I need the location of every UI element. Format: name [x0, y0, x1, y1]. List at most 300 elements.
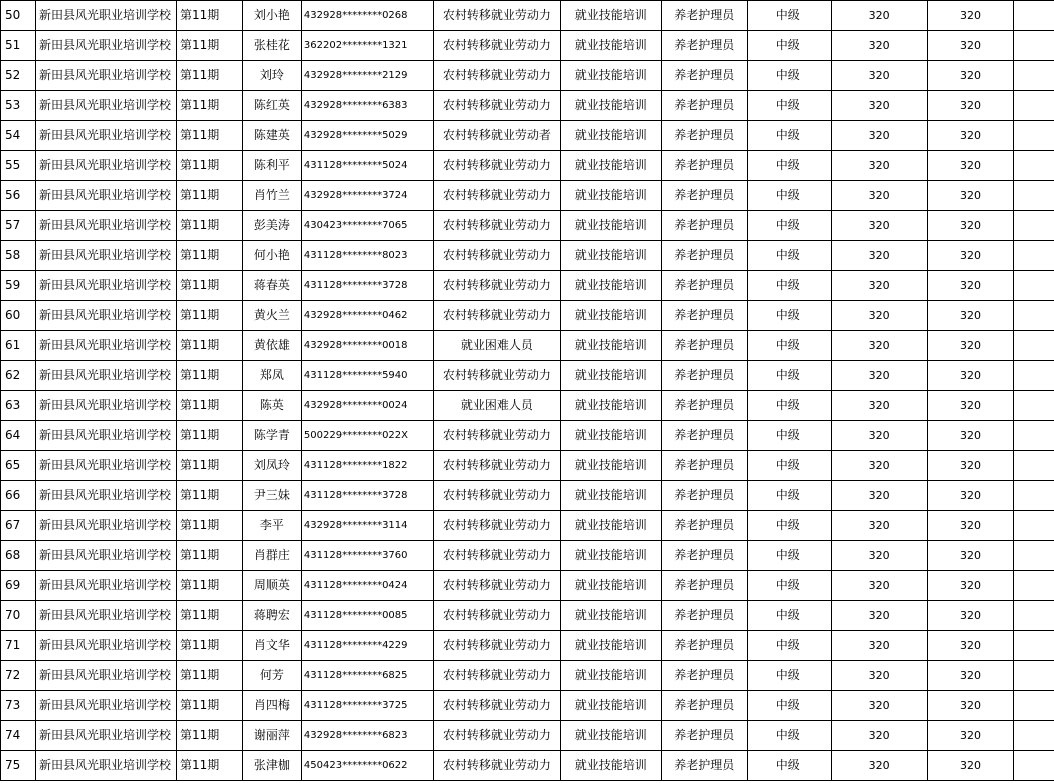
training-type: 就业技能培训 — [560, 241, 661, 271]
skill-level: 中级 — [747, 511, 831, 541]
occupation: 养老护理员 — [661, 721, 747, 751]
training-type: 就业技能培训 — [560, 421, 661, 451]
skill-level: 中级 — [747, 211, 831, 241]
trainee-name: 肖群庄 — [242, 541, 301, 571]
training-type: 就业技能培训 — [560, 91, 661, 121]
paid-amount: 320 — [927, 451, 1014, 481]
paid-amount: 320 — [927, 361, 1014, 391]
row-number: 59 — [1, 271, 36, 301]
occupation: 养老护理员 — [661, 481, 747, 511]
paid-amount: 320 — [927, 601, 1014, 631]
training-type: 就业技能培训 — [560, 391, 661, 421]
paid-amount: 320 — [927, 421, 1014, 451]
skill-level: 中级 — [747, 181, 831, 211]
skill-level: 中级 — [747, 601, 831, 631]
row-number: 71 — [1, 631, 36, 661]
empty-cell — [1014, 421, 1054, 451]
id-number: 431128********4229 — [301, 631, 433, 661]
training-period: 第11期 — [176, 331, 242, 361]
empty-cell — [1014, 211, 1054, 241]
personnel-category: 农村转移就业劳动力 — [433, 481, 560, 511]
table-row — [1, 601, 1054, 631]
skill-level: 中级 — [747, 451, 831, 481]
training-type: 就业技能培训 — [560, 571, 661, 601]
empty-cell — [1014, 61, 1054, 91]
occupation: 养老护理员 — [661, 511, 747, 541]
subsidy-amount: 320 — [831, 751, 927, 781]
training-type: 就业技能培训 — [560, 631, 661, 661]
school-name: 新田县风光职业培训学校 — [35, 721, 176, 751]
row-number: 73 — [1, 691, 36, 721]
personnel-category: 农村转移就业劳动力 — [433, 421, 560, 451]
paid-amount: 320 — [927, 631, 1014, 661]
paid-amount: 320 — [927, 391, 1014, 421]
empty-cell — [1014, 571, 1054, 601]
training-period: 第11期 — [176, 391, 242, 421]
training-period: 第11期 — [176, 1, 242, 31]
subsidy-amount: 320 — [831, 1, 927, 31]
skill-level: 中级 — [747, 661, 831, 691]
personnel-category: 农村转移就业劳动力 — [433, 631, 560, 661]
paid-amount: 320 — [927, 1, 1014, 31]
empty-cell — [1014, 241, 1054, 271]
school-name: 新田县风光职业培训学校 — [35, 751, 176, 781]
training-period: 第11期 — [176, 511, 242, 541]
row-number: 63 — [1, 391, 36, 421]
skill-level: 中级 — [747, 361, 831, 391]
trainee-name: 陈建英 — [242, 121, 301, 151]
school-name: 新田县风光职业培训学校 — [35, 241, 176, 271]
training-type: 就业技能培训 — [560, 541, 661, 571]
school-name: 新田县风光职业培训学校 — [35, 301, 176, 331]
personnel-category: 农村转移就业劳动力 — [433, 511, 560, 541]
personnel-category: 农村转移就业劳动力 — [433, 661, 560, 691]
id-number: 431128********3728 — [301, 481, 433, 511]
school-name: 新田县风光职业培训学校 — [35, 391, 176, 421]
occupation: 养老护理员 — [661, 661, 747, 691]
empty-cell — [1014, 301, 1054, 331]
subsidy-amount: 320 — [831, 91, 927, 121]
personnel-category: 农村转移就业劳动力 — [433, 31, 560, 61]
training-type: 就业技能培训 — [560, 1, 661, 31]
personnel-category: 农村转移就业劳动者 — [433, 121, 560, 151]
table-row — [1, 451, 1054, 481]
id-number: 432928********3724 — [301, 181, 433, 211]
personnel-category: 农村转移就业劳动力 — [433, 451, 560, 481]
paid-amount: 320 — [927, 691, 1014, 721]
training-type: 就业技能培训 — [560, 601, 661, 631]
training-type: 就业技能培训 — [560, 451, 661, 481]
subsidy-amount: 320 — [831, 121, 927, 151]
subsidy-amount: 320 — [831, 721, 927, 751]
training-period: 第11期 — [176, 151, 242, 181]
subsidy-amount: 320 — [831, 451, 927, 481]
training-period: 第11期 — [176, 301, 242, 331]
trainee-name: 何芳 — [242, 661, 301, 691]
table-row — [1, 91, 1054, 121]
skill-level: 中级 — [747, 301, 831, 331]
personnel-category: 农村转移就业劳动力 — [433, 211, 560, 241]
school-name: 新田县风光职业培训学校 — [35, 1, 176, 31]
skill-level: 中级 — [747, 541, 831, 571]
table-row — [1, 361, 1054, 391]
subsidy-amount: 320 — [831, 241, 927, 271]
row-number: 54 — [1, 121, 36, 151]
id-number: 362202********1321 — [301, 31, 433, 61]
paid-amount: 320 — [927, 181, 1014, 211]
trainee-name: 陈红英 — [242, 91, 301, 121]
trainee-name: 陈利平 — [242, 151, 301, 181]
empty-cell — [1014, 601, 1054, 631]
trainee-name: 尹三妹 — [242, 481, 301, 511]
table-row — [1, 211, 1054, 241]
school-name: 新田县风光职业培训学校 — [35, 571, 176, 601]
trainee-name: 张津枷 — [242, 751, 301, 781]
occupation: 养老护理员 — [661, 151, 747, 181]
row-number: 60 — [1, 301, 36, 331]
trainee-name: 陈英 — [242, 391, 301, 421]
skill-level: 中级 — [747, 1, 831, 31]
id-number: 432928********0268 — [301, 1, 433, 31]
school-name: 新田县风光职业培训学校 — [35, 31, 176, 61]
row-number: 70 — [1, 601, 36, 631]
training-type: 就业技能培训 — [560, 481, 661, 511]
occupation: 养老护理员 — [661, 301, 747, 331]
trainee-name: 肖竹兰 — [242, 181, 301, 211]
empty-cell — [1014, 361, 1054, 391]
skill-level: 中级 — [747, 241, 831, 271]
row-number: 57 — [1, 211, 36, 241]
training-type: 就业技能培训 — [560, 691, 661, 721]
empty-cell — [1014, 661, 1054, 691]
training-period: 第11期 — [176, 421, 242, 451]
training-type: 就业技能培训 — [560, 301, 661, 331]
id-number: 432928********6383 — [301, 91, 433, 121]
row-number: 58 — [1, 241, 36, 271]
school-name: 新田县风光职业培训学校 — [35, 661, 176, 691]
table-row — [1, 61, 1054, 91]
training-period: 第11期 — [176, 691, 242, 721]
subsidy-amount: 320 — [831, 301, 927, 331]
training-type: 就业技能培训 — [560, 181, 661, 211]
occupation: 养老护理员 — [661, 751, 747, 781]
subsidy-amount: 320 — [831, 631, 927, 661]
table-row — [1, 331, 1054, 361]
occupation: 养老护理员 — [661, 271, 747, 301]
training-type: 就业技能培训 — [560, 151, 661, 181]
school-name: 新田县风光职业培训学校 — [35, 361, 176, 391]
occupation: 养老护理员 — [661, 181, 747, 211]
paid-amount: 320 — [927, 211, 1014, 241]
personnel-category: 农村转移就业劳动力 — [433, 361, 560, 391]
training-period: 第11期 — [176, 31, 242, 61]
school-name: 新田县风光职业培训学校 — [35, 541, 176, 571]
personnel-category: 农村转移就业劳动力 — [433, 151, 560, 181]
row-number: 72 — [1, 661, 36, 691]
training-period: 第11期 — [176, 541, 242, 571]
occupation: 养老护理员 — [661, 451, 747, 481]
empty-cell — [1014, 511, 1054, 541]
subsidy-amount: 320 — [831, 331, 927, 361]
personnel-category: 农村转移就业劳动力 — [433, 301, 560, 331]
row-number: 67 — [1, 511, 36, 541]
trainee-name: 肖文华 — [242, 631, 301, 661]
subsidy-amount: 320 — [831, 31, 927, 61]
trainee-name: 谢丽萍 — [242, 721, 301, 751]
training-period: 第11期 — [176, 451, 242, 481]
row-number: 56 — [1, 181, 36, 211]
id-number: 430423********7065 — [301, 211, 433, 241]
empty-cell — [1014, 451, 1054, 481]
table-row — [1, 511, 1054, 541]
trainee-name: 黄依雄 — [242, 331, 301, 361]
subsidy-amount: 320 — [831, 691, 927, 721]
table-row — [1, 661, 1054, 691]
school-name: 新田县风光职业培训学校 — [35, 331, 176, 361]
id-number: 432928********0462 — [301, 301, 433, 331]
skill-level: 中级 — [747, 61, 831, 91]
table-row — [1, 271, 1054, 301]
skill-level: 中级 — [747, 331, 831, 361]
training-type: 就业技能培训 — [560, 751, 661, 781]
id-number: 432928********0018 — [301, 331, 433, 361]
empty-cell — [1014, 631, 1054, 661]
table-row — [1, 181, 1054, 211]
skill-level: 中级 — [747, 91, 831, 121]
skill-level: 中级 — [747, 481, 831, 511]
row-number: 52 — [1, 61, 36, 91]
occupation: 养老护理员 — [661, 1, 747, 31]
school-name: 新田县风光职业培训学校 — [35, 91, 176, 121]
trainee-name: 李平 — [242, 511, 301, 541]
empty-cell — [1014, 151, 1054, 181]
row-number: 69 — [1, 571, 36, 601]
id-number: 432928********2129 — [301, 61, 433, 91]
paid-amount: 320 — [927, 541, 1014, 571]
empty-cell — [1014, 751, 1054, 781]
paid-amount: 320 — [927, 91, 1014, 121]
school-name: 新田县风光职业培训学校 — [35, 481, 176, 511]
school-name: 新田县风光职业培训学校 — [35, 511, 176, 541]
row-number: 74 — [1, 721, 36, 751]
occupation: 养老护理员 — [661, 121, 747, 151]
school-name: 新田县风光职业培训学校 — [35, 211, 176, 241]
id-number: 431128********3728 — [301, 271, 433, 301]
trainee-name: 郑凤 — [242, 361, 301, 391]
id-number: 431128********0424 — [301, 571, 433, 601]
training-period: 第11期 — [176, 211, 242, 241]
personnel-category: 农村转移就业劳动力 — [433, 1, 560, 31]
empty-cell — [1014, 481, 1054, 511]
subsidy-amount: 320 — [831, 511, 927, 541]
row-number: 75 — [1, 751, 36, 781]
personnel-category: 农村转移就业劳动力 — [433, 91, 560, 121]
training-period: 第11期 — [176, 241, 242, 271]
row-number: 65 — [1, 451, 36, 481]
empty-cell — [1014, 271, 1054, 301]
personnel-category: 农村转移就业劳动力 — [433, 721, 560, 751]
row-number: 55 — [1, 151, 36, 181]
occupation: 养老护理员 — [661, 61, 747, 91]
training-type: 就业技能培训 — [560, 331, 661, 361]
table-row — [1, 151, 1054, 181]
skill-level: 中级 — [747, 391, 831, 421]
training-period: 第11期 — [176, 721, 242, 751]
subsidy-amount: 320 — [831, 61, 927, 91]
paid-amount: 320 — [927, 31, 1014, 61]
training-period: 第11期 — [176, 361, 242, 391]
occupation: 养老护理员 — [661, 541, 747, 571]
id-number: 432928********6823 — [301, 721, 433, 751]
table-row — [1, 421, 1054, 451]
table-row — [1, 721, 1054, 751]
trainee-name: 张桂花 — [242, 31, 301, 61]
table-row — [1, 631, 1054, 661]
subsidy-amount: 320 — [831, 391, 927, 421]
training-period: 第11期 — [176, 91, 242, 121]
id-number: 431128********3725 — [301, 691, 433, 721]
school-name: 新田县风光职业培训学校 — [35, 451, 176, 481]
empty-cell — [1014, 721, 1054, 751]
row-number: 51 — [1, 31, 36, 61]
occupation: 养老护理员 — [661, 571, 747, 601]
occupation: 养老护理员 — [661, 691, 747, 721]
subsidy-amount: 320 — [831, 151, 927, 181]
personnel-category: 农村转移就业劳动力 — [433, 61, 560, 91]
id-number: 450423********0622 — [301, 751, 433, 781]
trainee-name: 周顺英 — [242, 571, 301, 601]
table-row — [1, 1, 1054, 31]
row-number: 53 — [1, 91, 36, 121]
occupation: 养老护理员 — [661, 391, 747, 421]
paid-amount: 320 — [927, 121, 1014, 151]
occupation: 养老护理员 — [661, 31, 747, 61]
trainee-name: 彭美涛 — [242, 211, 301, 241]
training-type: 就业技能培训 — [560, 31, 661, 61]
subsidy-amount: 320 — [831, 181, 927, 211]
skill-level: 中级 — [747, 631, 831, 661]
row-number: 66 — [1, 481, 36, 511]
id-number: 432928********3114 — [301, 511, 433, 541]
skill-level: 中级 — [747, 121, 831, 151]
training-type: 就业技能培训 — [560, 511, 661, 541]
paid-amount: 320 — [927, 571, 1014, 601]
school-name: 新田县风光职业培训学校 — [35, 601, 176, 631]
empty-cell — [1014, 331, 1054, 361]
training-type: 就业技能培训 — [560, 121, 661, 151]
skill-level: 中级 — [747, 691, 831, 721]
skill-level: 中级 — [747, 151, 831, 181]
training-period: 第11期 — [176, 601, 242, 631]
paid-amount: 320 — [927, 151, 1014, 181]
occupation: 养老护理员 — [661, 631, 747, 661]
table-row — [1, 571, 1054, 601]
training-type: 就业技能培训 — [560, 211, 661, 241]
occupation: 养老护理员 — [661, 241, 747, 271]
occupation: 养老护理员 — [661, 211, 747, 241]
skill-level: 中级 — [747, 751, 831, 781]
personnel-category: 农村转移就业劳动力 — [433, 751, 560, 781]
school-name: 新田县风光职业培训学校 — [35, 271, 176, 301]
subsidy-amount: 320 — [831, 271, 927, 301]
school-name: 新田县风光职业培训学校 — [35, 421, 176, 451]
personnel-category: 农村转移就业劳动力 — [433, 241, 560, 271]
id-number: 431128********5024 — [301, 151, 433, 181]
table-row — [1, 391, 1054, 421]
training-type: 就业技能培训 — [560, 721, 661, 751]
id-number: 431128********6825 — [301, 661, 433, 691]
training-type: 就业技能培训 — [560, 661, 661, 691]
skill-level: 中级 — [747, 721, 831, 751]
table-row — [1, 481, 1054, 511]
id-number: 431128********3760 — [301, 541, 433, 571]
school-name: 新田县风光职业培训学校 — [35, 181, 176, 211]
empty-cell — [1014, 91, 1054, 121]
trainee-name: 刘小艳 — [242, 1, 301, 31]
training-type: 就业技能培训 — [560, 361, 661, 391]
occupation: 养老护理员 — [661, 331, 747, 361]
paid-amount: 320 — [927, 511, 1014, 541]
paid-amount: 320 — [927, 481, 1014, 511]
id-number: 432928********5029 — [301, 121, 433, 151]
paid-amount: 320 — [927, 751, 1014, 781]
occupation: 养老护理员 — [661, 91, 747, 121]
table-row — [1, 241, 1054, 271]
subsidy-amount: 320 — [831, 421, 927, 451]
subsidy-amount: 320 — [831, 541, 927, 571]
training-period: 第11期 — [176, 631, 242, 661]
paid-amount: 320 — [927, 721, 1014, 751]
table-row — [1, 691, 1054, 721]
training-period: 第11期 — [176, 571, 242, 601]
trainee-name: 肖四梅 — [242, 691, 301, 721]
row-number: 50 — [1, 1, 36, 31]
trainee-name: 蒋聘宏 — [242, 601, 301, 631]
paid-amount: 320 — [927, 61, 1014, 91]
training-period: 第11期 — [176, 481, 242, 511]
trainee-name: 刘凤玲 — [242, 451, 301, 481]
table-body — [1, 1, 1054, 781]
subsidy-amount: 320 — [831, 211, 927, 241]
training-period: 第11期 — [176, 751, 242, 781]
personnel-category: 就业困难人员 — [433, 331, 560, 361]
table-row — [1, 121, 1054, 151]
training-period: 第11期 — [176, 271, 242, 301]
training-period: 第11期 — [176, 61, 242, 91]
subsidy-amount: 320 — [831, 481, 927, 511]
training-type: 就业技能培训 — [560, 61, 661, 91]
id-number: 431128********0085 — [301, 601, 433, 631]
skill-level: 中级 — [747, 421, 831, 451]
trainee-name: 蒋春英 — [242, 271, 301, 301]
row-number: 61 — [1, 331, 36, 361]
personnel-category: 农村转移就业劳动力 — [433, 541, 560, 571]
id-number: 431128********5940 — [301, 361, 433, 391]
training-period: 第11期 — [176, 121, 242, 151]
occupation: 养老护理员 — [661, 601, 747, 631]
id-number: 431128********8023 — [301, 241, 433, 271]
personnel-category: 农村转移就业劳动力 — [433, 181, 560, 211]
paid-amount: 320 — [927, 271, 1014, 301]
personnel-category: 农村转移就业劳动力 — [433, 601, 560, 631]
skill-level: 中级 — [747, 571, 831, 601]
trainee-name: 何小艳 — [242, 241, 301, 271]
subsidy-amount: 320 — [831, 361, 927, 391]
row-number: 68 — [1, 541, 36, 571]
subsidy-amount: 320 — [831, 661, 927, 691]
school-name: 新田县风光职业培训学校 — [35, 61, 176, 91]
paid-amount: 320 — [927, 661, 1014, 691]
